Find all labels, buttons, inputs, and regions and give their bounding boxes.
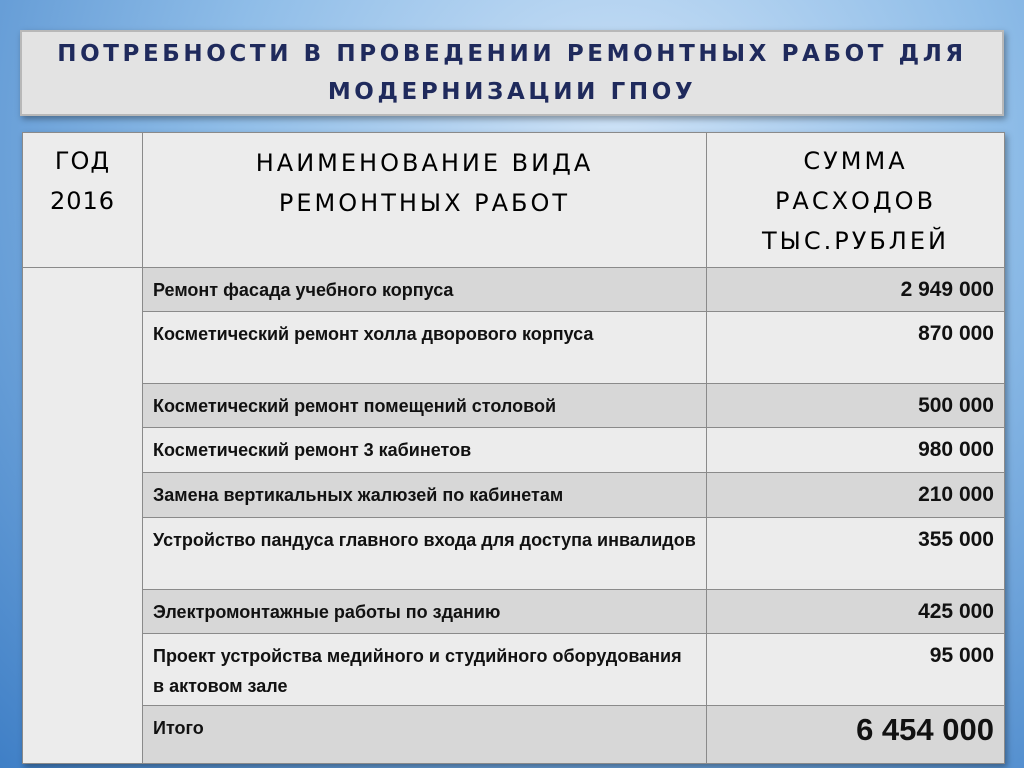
- year-merged-cell: [23, 268, 143, 764]
- header-amount-line-1: СУММА: [803, 147, 908, 175]
- amount-cell: 355 000: [707, 518, 1005, 590]
- header-amount: [707, 133, 1005, 268]
- work-name-cell: Косметический ремонт 3 кабинетов: [143, 428, 707, 473]
- amount-cell: 500 000: [707, 384, 1005, 428]
- table-row: [23, 428, 1005, 473]
- header-work-name: [143, 133, 707, 268]
- table-header-row: [23, 133, 1005, 268]
- title-line-2: МОДЕРНИЗАЦИИ ГПОУ: [327, 79, 697, 105]
- table-row: [23, 634, 1005, 706]
- amount-cell: 2 949 000: [707, 268, 1005, 312]
- total-row: [23, 706, 1005, 764]
- table-row: [23, 268, 1005, 312]
- work-name-cell: Электромонтажные работы по зданию: [143, 590, 707, 634]
- header-year: [23, 133, 143, 268]
- amount-cell: 425 000: [707, 590, 1005, 634]
- table-row: [23, 518, 1005, 590]
- work-name-cell: Косметический ремонт холла дворового корпуса: [143, 312, 707, 384]
- total-label: Итого: [143, 706, 707, 764]
- header-amount-line-2: РАСХОДОВ: [774, 187, 937, 215]
- amount-cell: 980 000: [707, 428, 1005, 473]
- work-name-cell: Косметический ремонт помещений столовой: [143, 384, 707, 428]
- total-amount: 6 454 000: [707, 706, 1005, 764]
- header-year-value: 2016: [49, 187, 116, 215]
- header-year-label: ГОД: [54, 147, 111, 175]
- header-work-name-line-1: НАИМЕНОВАНИЕ ВИДА: [255, 149, 594, 177]
- table-row: [23, 590, 1005, 634]
- table-row: [23, 312, 1005, 384]
- header-amount-line-3: ТЫС.РУБЛЕЙ: [762, 227, 949, 255]
- title-line-1: ПОТРЕБНОСТИ В ПРОВЕДЕНИИ РЕМОНТНЫХ РАБОТ ДЛЯ: [57, 41, 967, 67]
- work-name-cell: Ремонт фасада учебного корпуса: [143, 268, 707, 312]
- amount-cell: 95 000: [707, 634, 1005, 706]
- slide-title: [20, 30, 1004, 116]
- amount-cell: 210 000: [707, 473, 1005, 518]
- table-row: [23, 473, 1005, 518]
- table-row: [23, 384, 1005, 428]
- amount-cell: 870 000: [707, 312, 1005, 384]
- work-name-cell: Устройство пандуса главного входа для доступа инвалидов: [143, 518, 707, 590]
- work-name-cell: Замена вертикальных жалюзей по кабинетам: [143, 473, 707, 518]
- repair-works-table: [22, 132, 1005, 764]
- work-name-cell: Проект устройства медийного и студийного оборудования в актовом зале: [143, 634, 707, 706]
- header-work-name-line-2: РЕМОНТНЫХ РАБОТ: [278, 189, 571, 217]
